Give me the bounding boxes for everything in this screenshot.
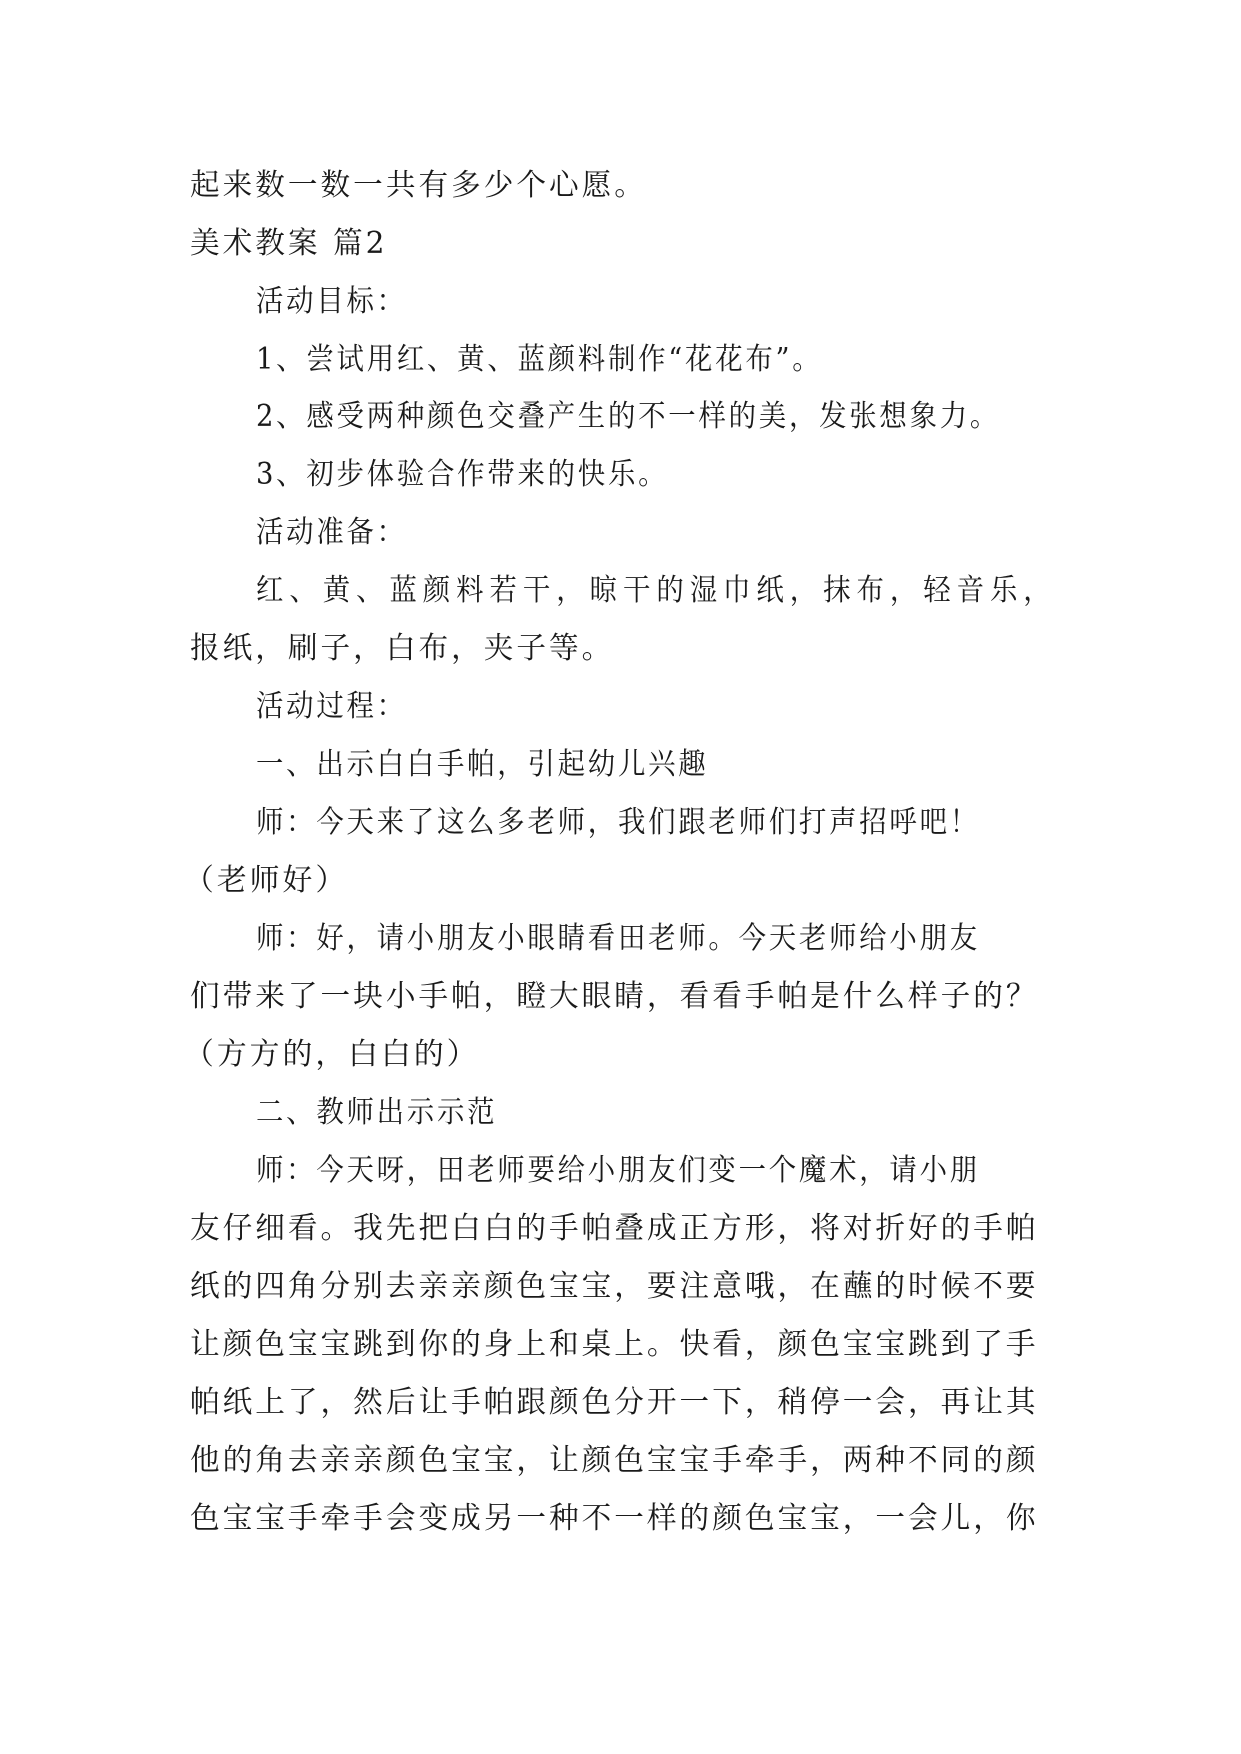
text-line: 们带来了一块小手帕，瞪大眼睛，看看手帕是什么样子的？ xyxy=(190,979,1039,1014)
step-heading: 二、教师出示示范 xyxy=(256,1095,498,1130)
list-item: 3、初步体验合作带来的快乐。 xyxy=(256,457,669,492)
text-line: 师：好，请小朋友小眼睛看田老师。今天老师给小朋友 xyxy=(256,921,980,956)
text-line: 让颜色宝宝跳到你的身上和桌上。快看，颜色宝宝跳到了手 xyxy=(190,1327,1039,1362)
text-line: 红、黄、蓝颜料若干，晾干的湿巾纸，抹布，轻音乐， xyxy=(256,573,1057,608)
list-item: 1、尝试用红、黄、蓝颜料制作“花花布”。 xyxy=(256,342,823,377)
subheading-goals: 活动目标： xyxy=(256,284,407,319)
text-line: 纸的四角分别去亲亲颜色宝宝，要注意哦，在蘸的时候不要 xyxy=(190,1269,1039,1304)
text-line: 起来数一数一共有多少个心愿。 xyxy=(190,168,647,203)
text-line: 色宝宝手牵手会变成另一种不一样的颜色宝宝，一会儿，你 xyxy=(190,1501,1039,1536)
subheading-preparation: 活动准备： xyxy=(256,515,407,550)
text-line: 师：今天呀，田老师要给小朋友们变一个魔术，请小朋 xyxy=(256,1153,980,1188)
text-line: （老师好） xyxy=(184,863,349,898)
text-line: 报纸，刷子，白布，夹子等。 xyxy=(190,631,615,666)
text-line: 师：今天来了这么多老师，我们跟老师们打声招呼吧！ xyxy=(256,805,980,840)
list-item: 2、感受两种颜色交叠产生的不一样的美，发张想象力。 xyxy=(256,399,1001,434)
text-line: 他的角去亲亲颜色宝宝，让颜色宝宝手牵手，两种不同的颜 xyxy=(190,1443,1039,1478)
text-line: 友仔细看。我先把白白的手帕叠成正方形，将对折好的手帕 xyxy=(190,1211,1039,1246)
text-line: （方方的，白白的） xyxy=(184,1037,480,1072)
text-line: 帕纸上了，然后让手帕跟颜色分开一下，稍停一会，再让其 xyxy=(190,1385,1039,1420)
section-heading: 美术教案 篇2 xyxy=(190,226,388,261)
subheading-process: 活动过程： xyxy=(256,689,407,724)
step-heading: 一、出示白白手帕，引起幼儿兴趣 xyxy=(256,747,709,782)
